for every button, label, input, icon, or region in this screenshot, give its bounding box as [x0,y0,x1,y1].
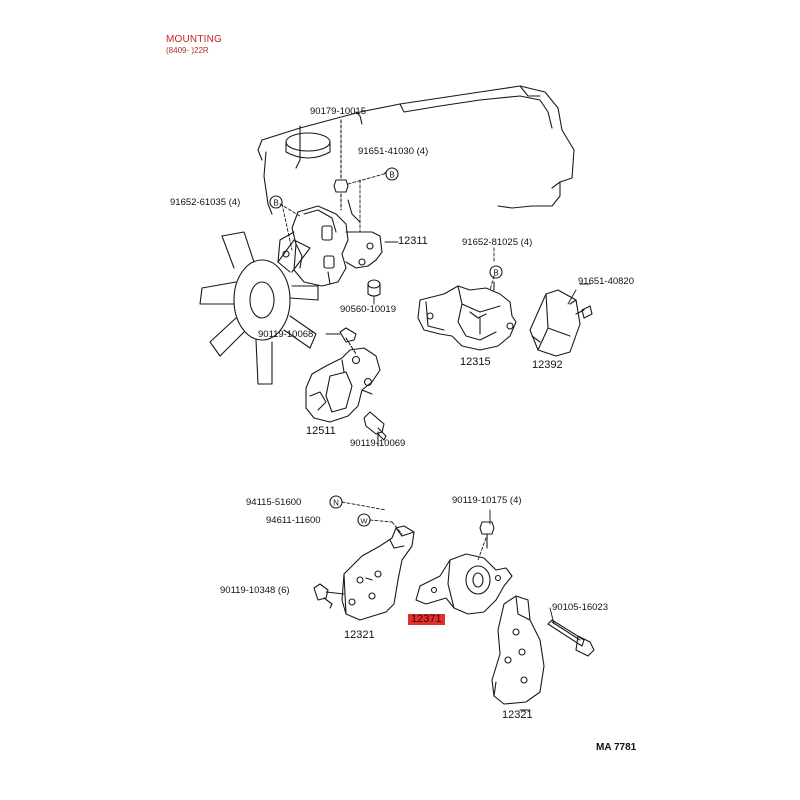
callout-letter: W [360,516,368,526]
callout-letter: N [333,498,339,508]
part-label-90105-16023[interactable]: 90105-16023 [552,602,608,613]
callout-n [330,496,342,508]
washer-90560-10019 [368,280,380,296]
part-label-91651-40820[interactable]: 91651-40820 [578,276,634,287]
bracket-12511 [306,348,380,422]
part-label-90119-10068[interactable]: 90119-10068 [258,329,314,340]
part-label-90179-10015[interactable]: 90179-10015 [310,106,366,117]
part-label-12321-left[interactable]: 12321 [344,629,375,641]
bolt-90119-10068 [340,328,356,354]
part-label-12392[interactable]: 12392 [532,359,563,371]
part-label-90119-10348[interactable]: 90119-10348 (6) [220,585,290,596]
part-label-12371-highlighted[interactable]: 12371 [408,614,445,625]
part-label-12511[interactable]: 12511 [306,425,336,437]
leader-lines-lower [326,502,554,710]
part-label-91652-61035[interactable]: 91652-61035 (4) [170,197,241,208]
callout-w [358,514,370,526]
callout-letter: B [493,268,499,278]
bolt-90119-10348 [314,584,332,608]
diagram-code: MA 7781 [596,742,637,753]
bracket-12321-right [492,596,544,704]
oil-filler-cap [286,133,330,158]
callout-b-2 [270,196,282,208]
nut-90179-10015 [334,120,348,210]
callout-letter: B [389,170,395,180]
part-label-12311[interactable]: 12311 [398,235,428,247]
bolt-90119-10175 [480,522,494,548]
callout-b-3 [490,266,502,278]
part-label-91652-81025[interactable]: 91652-81025 (4) [462,237,533,248]
engine-mount-12311 [278,206,382,286]
callout-b-1 [386,168,398,180]
stopper-12392 [530,290,592,356]
part-label-90119-10069[interactable]: 90119-10069 [350,438,406,449]
part-label-12321-right[interactable]: 12321 [502,709,533,721]
bracket-12321-left [342,526,414,620]
callout-letter: B [273,198,279,208]
part-label-90119-10175[interactable]: 90119-10175 (4) [452,495,522,506]
cooling-fan [200,232,318,384]
insulator-12371 [416,554,512,614]
bolt-90105-16023 [548,620,594,656]
part-label-12315[interactable]: 12315 [460,356,491,368]
diagram-title: MOUNTING [166,34,223,45]
part-label-94115-51600[interactable]: 94115-51600 [246,497,302,508]
part-label-94611-11600[interactable]: 94611-11600 [266,515,321,526]
part-label-90560-10019[interactable]: 90560-10019 [340,304,396,315]
diagram-subtitle: (8409- )22R [166,46,209,55]
leader-lines-upper [280,172,590,334]
engine-mount-12315 [418,286,516,350]
part-label-91651-41030[interactable]: 91651-41030 (4) [358,146,429,157]
